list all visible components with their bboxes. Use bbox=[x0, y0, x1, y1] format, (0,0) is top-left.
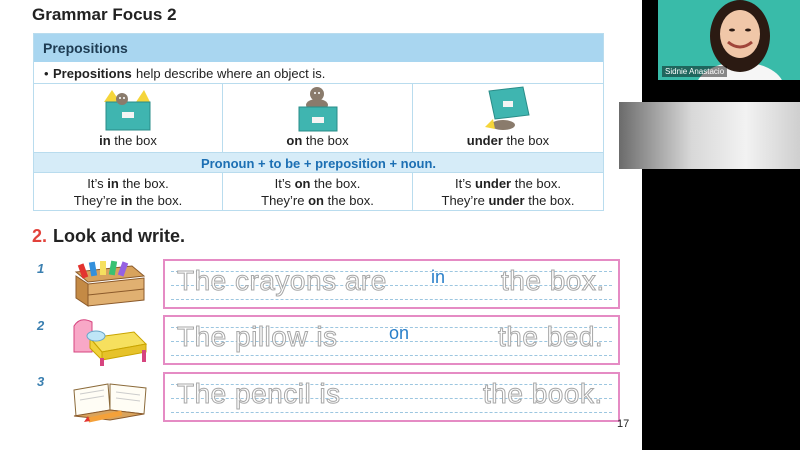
trace-text-end: the bed. bbox=[498, 321, 604, 352]
answer-text[interactable]: in bbox=[431, 267, 446, 287]
formula-row: Pronoun + to be + preposition + noun. bbox=[34, 152, 603, 173]
item-number-1: 1 bbox=[37, 261, 45, 276]
picture-cell-on bbox=[223, 84, 413, 152]
picture-cell-under bbox=[413, 84, 603, 152]
item-number-3: 3 bbox=[37, 374, 45, 389]
bullet: • bbox=[44, 66, 49, 81]
examples-row bbox=[34, 173, 603, 211]
exercise-number: 2. bbox=[32, 226, 48, 246]
table-description bbox=[34, 62, 603, 84]
answer-text[interactable]: on bbox=[389, 323, 410, 343]
cat-on-box-icon bbox=[295, 85, 341, 133]
description-text: help describe where an object is. bbox=[136, 66, 326, 81]
trace-text-start: The pillow is bbox=[177, 321, 338, 352]
answer-box-2[interactable] bbox=[163, 315, 620, 365]
blurred-video-tile[interactable] bbox=[619, 102, 800, 169]
exercise-title bbox=[32, 226, 185, 247]
caption-under: under the box bbox=[466, 133, 550, 148]
trace-text-start: The crayons are bbox=[177, 265, 387, 296]
cat-under-box-icon bbox=[481, 85, 535, 133]
picture-cell-in bbox=[34, 84, 223, 152]
pencil-on-book-icon bbox=[70, 370, 150, 424]
description-bold: Prepositions bbox=[53, 66, 132, 81]
trace-text-end: the book. bbox=[483, 378, 603, 409]
bed-with-pillow-icon bbox=[70, 314, 150, 368]
table-header bbox=[34, 34, 603, 62]
example-in: It’s in the box. They’re in the box. bbox=[34, 173, 223, 211]
caption-on: on the box bbox=[286, 133, 349, 148]
trace-text-end: the box. bbox=[501, 265, 605, 296]
table-header-label: Prepositions bbox=[43, 40, 128, 56]
exercise-instruction: Look and write. bbox=[53, 226, 186, 246]
preposition-pictures bbox=[34, 84, 603, 152]
example-under: It’s under the box. They’re under the box. bbox=[441, 176, 575, 208]
example-on: It’s on the box. They’re on the box. bbox=[223, 173, 413, 211]
cat-in-box-icon bbox=[98, 86, 158, 132]
answer-box-1[interactable] bbox=[163, 259, 620, 309]
trace-text-start: The pencil is bbox=[177, 378, 341, 409]
page-title: Grammar Focus 2 bbox=[32, 5, 177, 24]
participant-name-label: Sidnie Anastacio bbox=[662, 66, 727, 77]
crayon-box-icon bbox=[70, 254, 150, 308]
page-number: 17 bbox=[617, 418, 630, 430]
item-number-2: 2 bbox=[37, 318, 45, 333]
answer-box-3[interactable] bbox=[163, 372, 620, 422]
prepositions-table bbox=[33, 33, 604, 211]
caption-in: in the box bbox=[99, 133, 157, 148]
